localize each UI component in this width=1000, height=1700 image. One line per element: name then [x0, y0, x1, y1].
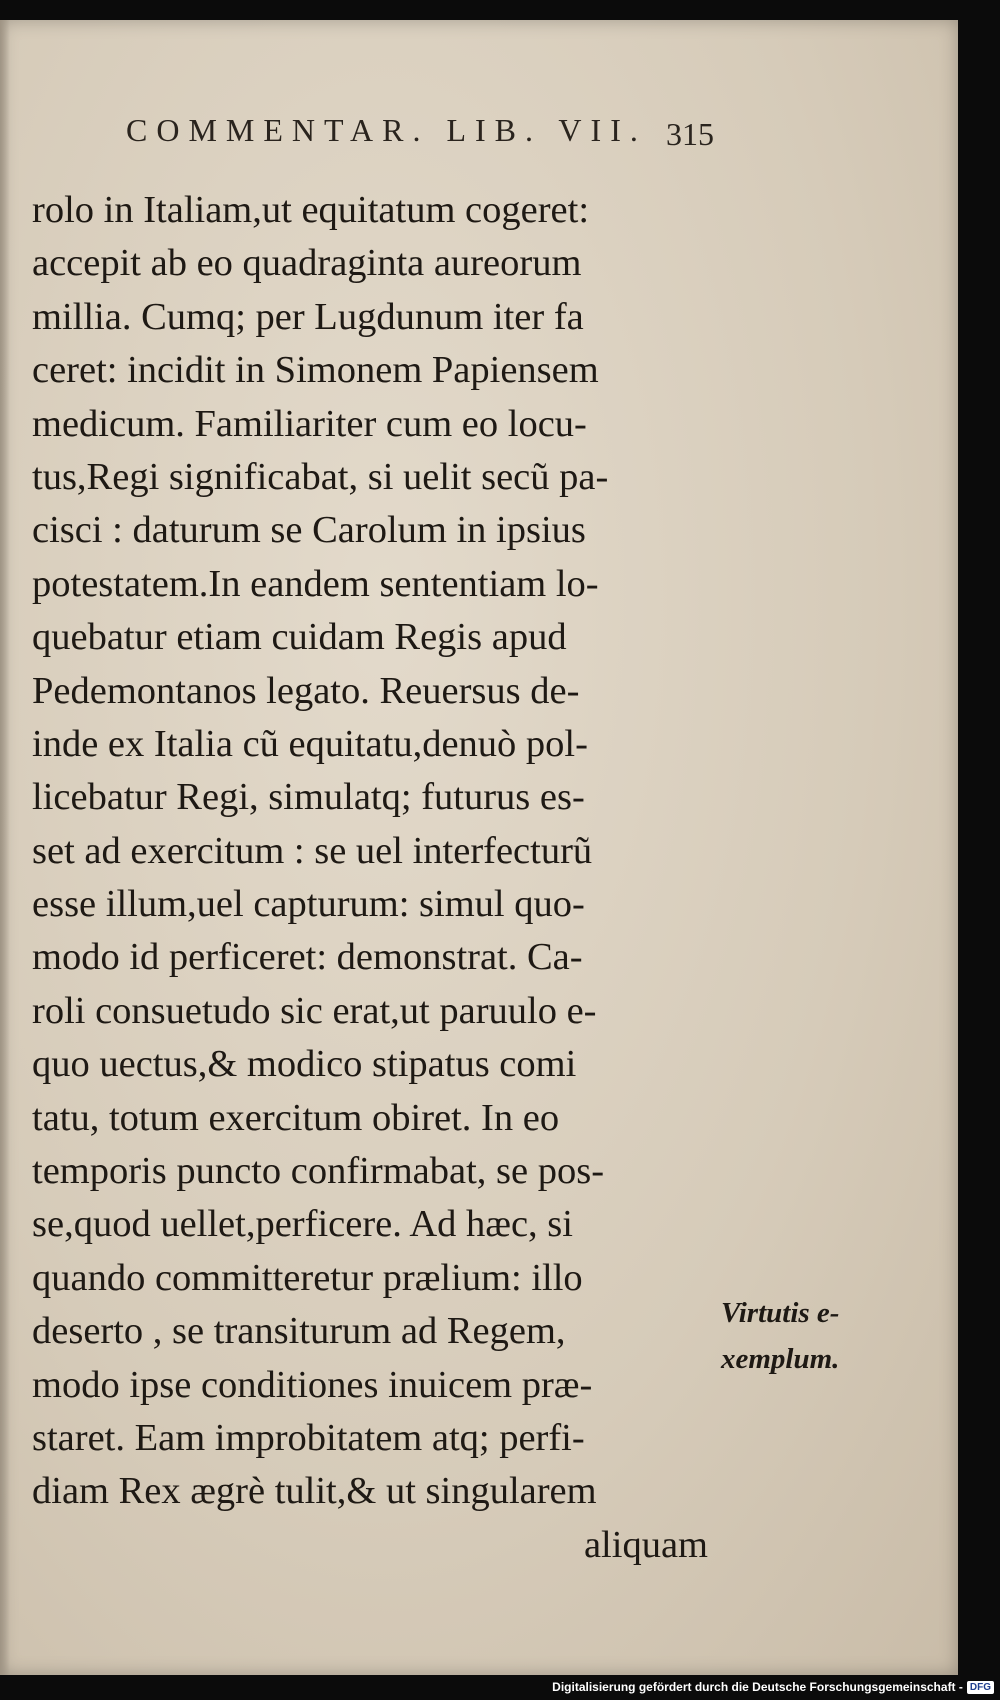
- text-line: millia. Cumq; per Lugdunum iter fa: [32, 295, 584, 338]
- text-line: roli consuetudo sic erat,ut paruulo e-: [32, 989, 597, 1032]
- text-line: accepit ab eo quadraginta aureorum: [32, 242, 582, 285]
- text-line: temporis puncto confirmabat, se pos-: [32, 1150, 605, 1193]
- digitization-footer: [552, 1680, 994, 1694]
- text-line: tus,Regi significabat, si uelit secũ pa-: [32, 455, 609, 498]
- page-number: 315: [666, 116, 714, 152]
- running-head: COMMENTAR. LIB. VII.: [126, 112, 647, 148]
- text-line: set ad exercitum : se uel interfecturũ: [32, 829, 593, 872]
- text-line: diam Rex ægrè tulit,& ut singularem: [32, 1470, 597, 1513]
- text-line: se,quod uellet,perficere. Ad hæc, si: [32, 1203, 573, 1246]
- text-line: esse illum,uel capturum: simul quo-: [32, 883, 585, 926]
- text-line: quebatur etiam cuidam Regis apud: [32, 616, 567, 659]
- text-line: potestatem.In eandem sententiam lo-: [32, 562, 599, 605]
- marginal-note-line: Virtutis e-: [721, 1297, 840, 1329]
- text-line: rolo in Italiam,ut equitatum cogeret:: [32, 189, 590, 231]
- text-line: inde ex Italia cũ equitatu,denuò pol-: [32, 722, 588, 765]
- text-line: aliquam: [583, 1523, 708, 1566]
- text-line: medicum. Familiariter cum eo locu-: [32, 402, 587, 445]
- text-line: tatu, totum exercitum obiret. In eo: [32, 1096, 560, 1139]
- dfg-logo: DFG: [967, 1681, 994, 1694]
- text-line: licebatur Regi, simulatq; futurus es-: [32, 776, 585, 819]
- book-page: [0, 20, 958, 1675]
- marginal-note: [721, 1290, 839, 1382]
- text-line: quo uectus,& modico stipatus comi: [32, 1043, 577, 1086]
- text-line: staret. Eam improbitatem atq; perfi-: [32, 1416, 585, 1459]
- text-line: cisci : daturum se Carolum in ipsius: [32, 509, 586, 552]
- text-line: modo ipse conditiones inuicem præ-: [32, 1363, 593, 1406]
- footer-text: Digitalisierung gefördert durch die Deutsche Forschungsgemeinschaft -: [552, 1680, 963, 1694]
- marginal-note-line: xemplum.: [721, 1343, 840, 1375]
- text-line: Pedemontanos legato. Reuersus de-: [32, 669, 580, 712]
- text-line: quando committeretur prælium: illo: [32, 1256, 583, 1299]
- text-line: modo id perficeret: demonstrat. Ca-: [32, 936, 583, 979]
- page-edge-shadow: [0, 20, 10, 1675]
- text-line: ceret: incidit in Simonem Papiensem: [32, 349, 599, 392]
- body-text: [32, 184, 712, 1572]
- text-line: deserto , se transiturum ad Regem,: [32, 1310, 566, 1353]
